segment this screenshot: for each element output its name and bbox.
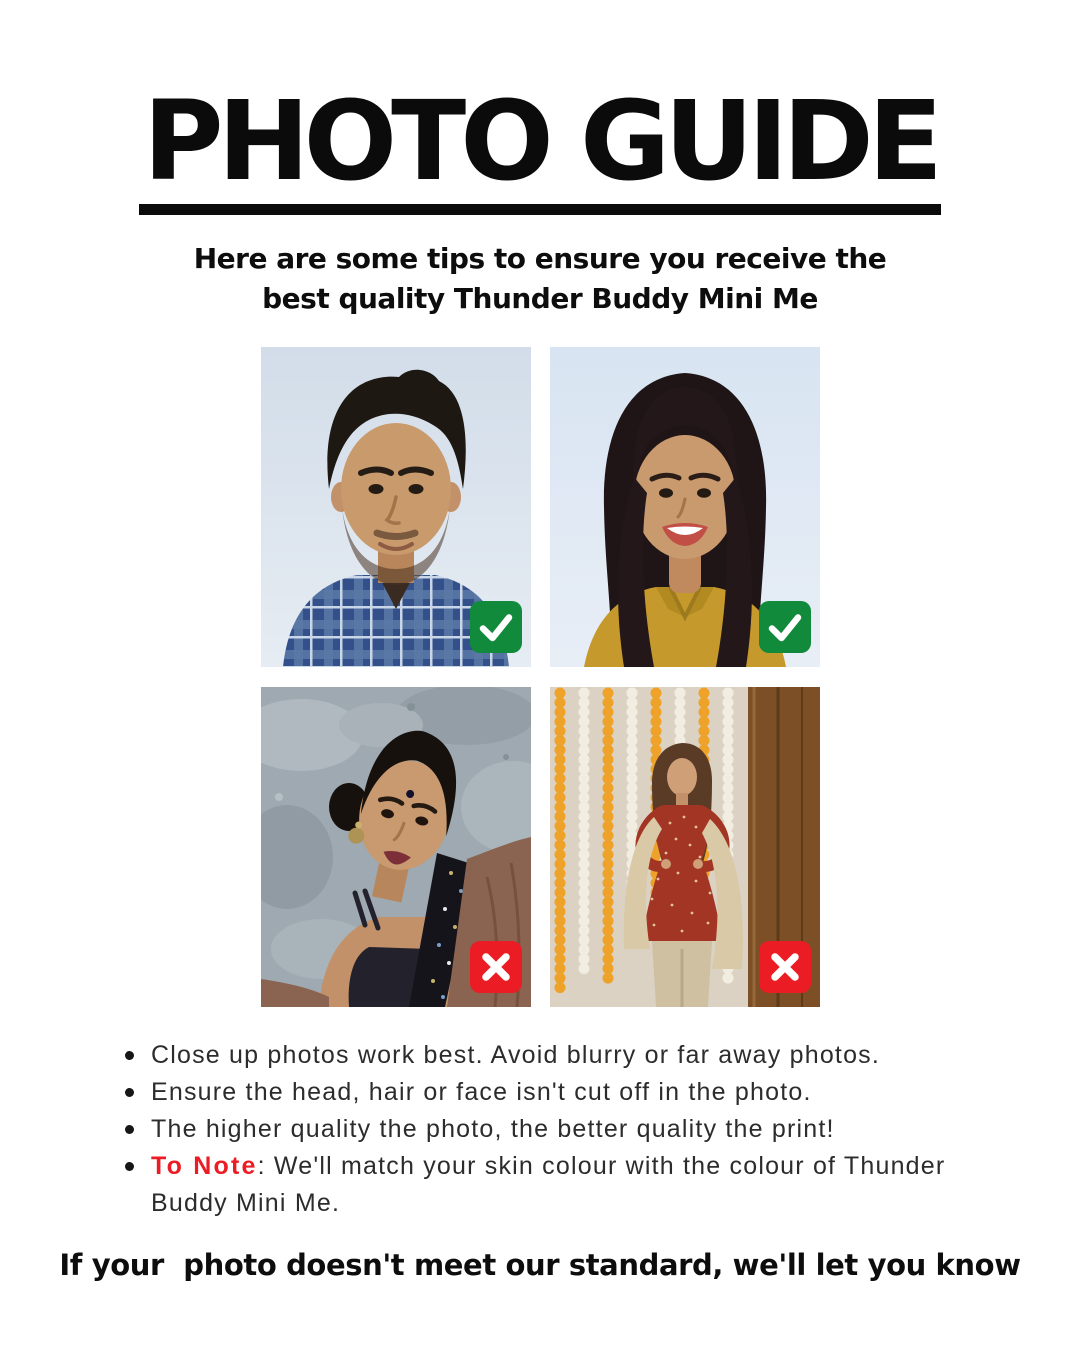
- example-photo-approved-woman: [550, 347, 820, 667]
- x-icon: [470, 941, 522, 993]
- tip-text: The higher quality the photo, the better quality the print!: [151, 1115, 835, 1143]
- rejected-badge: [759, 941, 811, 993]
- check-icon: [759, 601, 811, 653]
- check-icon: [470, 601, 522, 653]
- tip-item: [122, 1074, 958, 1111]
- tip-item-note: [122, 1148, 958, 1222]
- bullet-dot: [125, 1125, 134, 1134]
- photo-examples-grid: [0, 347, 1080, 1007]
- tip-note-separator: :: [257, 1152, 266, 1180]
- subtitle: [0, 239, 1080, 319]
- tip-text: Close up photos work best. Avoid blurry or far away photos.: [151, 1041, 881, 1069]
- approved-badge: [470, 601, 522, 653]
- example-photo-rejected-far-away: [550, 687, 820, 1007]
- bullet-dot: [125, 1088, 134, 1097]
- tip-item: [122, 1037, 958, 1074]
- subtitle-line-2: best quality Thunder Buddy Mini Me: [262, 282, 818, 315]
- bullet-dot: [125, 1162, 134, 1171]
- page-header: [0, 0, 1080, 319]
- approved-badge: [759, 601, 811, 653]
- tips-list: [122, 1037, 958, 1222]
- tip-note-text: We'll match your skin colour with the colour of Thunder Buddy Mini Me.: [151, 1152, 946, 1217]
- tip-text: Ensure the head, hair or face isn't cut off in the photo.: [151, 1078, 812, 1106]
- subtitle-line-1: Here are some tips to ensure you receive the: [193, 242, 887, 275]
- tip-note-lead: To Note: [151, 1152, 258, 1180]
- bullet-dot: [125, 1051, 134, 1060]
- page-title: PHOTO GUIDE: [139, 86, 941, 215]
- x-icon: [759, 941, 811, 993]
- rejected-badge: [470, 941, 522, 993]
- tip-text: [151, 1152, 945, 1217]
- tip-item: [122, 1111, 958, 1148]
- example-photo-approved-man: [261, 347, 531, 667]
- example-photo-rejected-tilted: [261, 687, 531, 1007]
- footer-note: If your photo doesn't meet our standard, we'll let you know: [59, 1248, 1021, 1282]
